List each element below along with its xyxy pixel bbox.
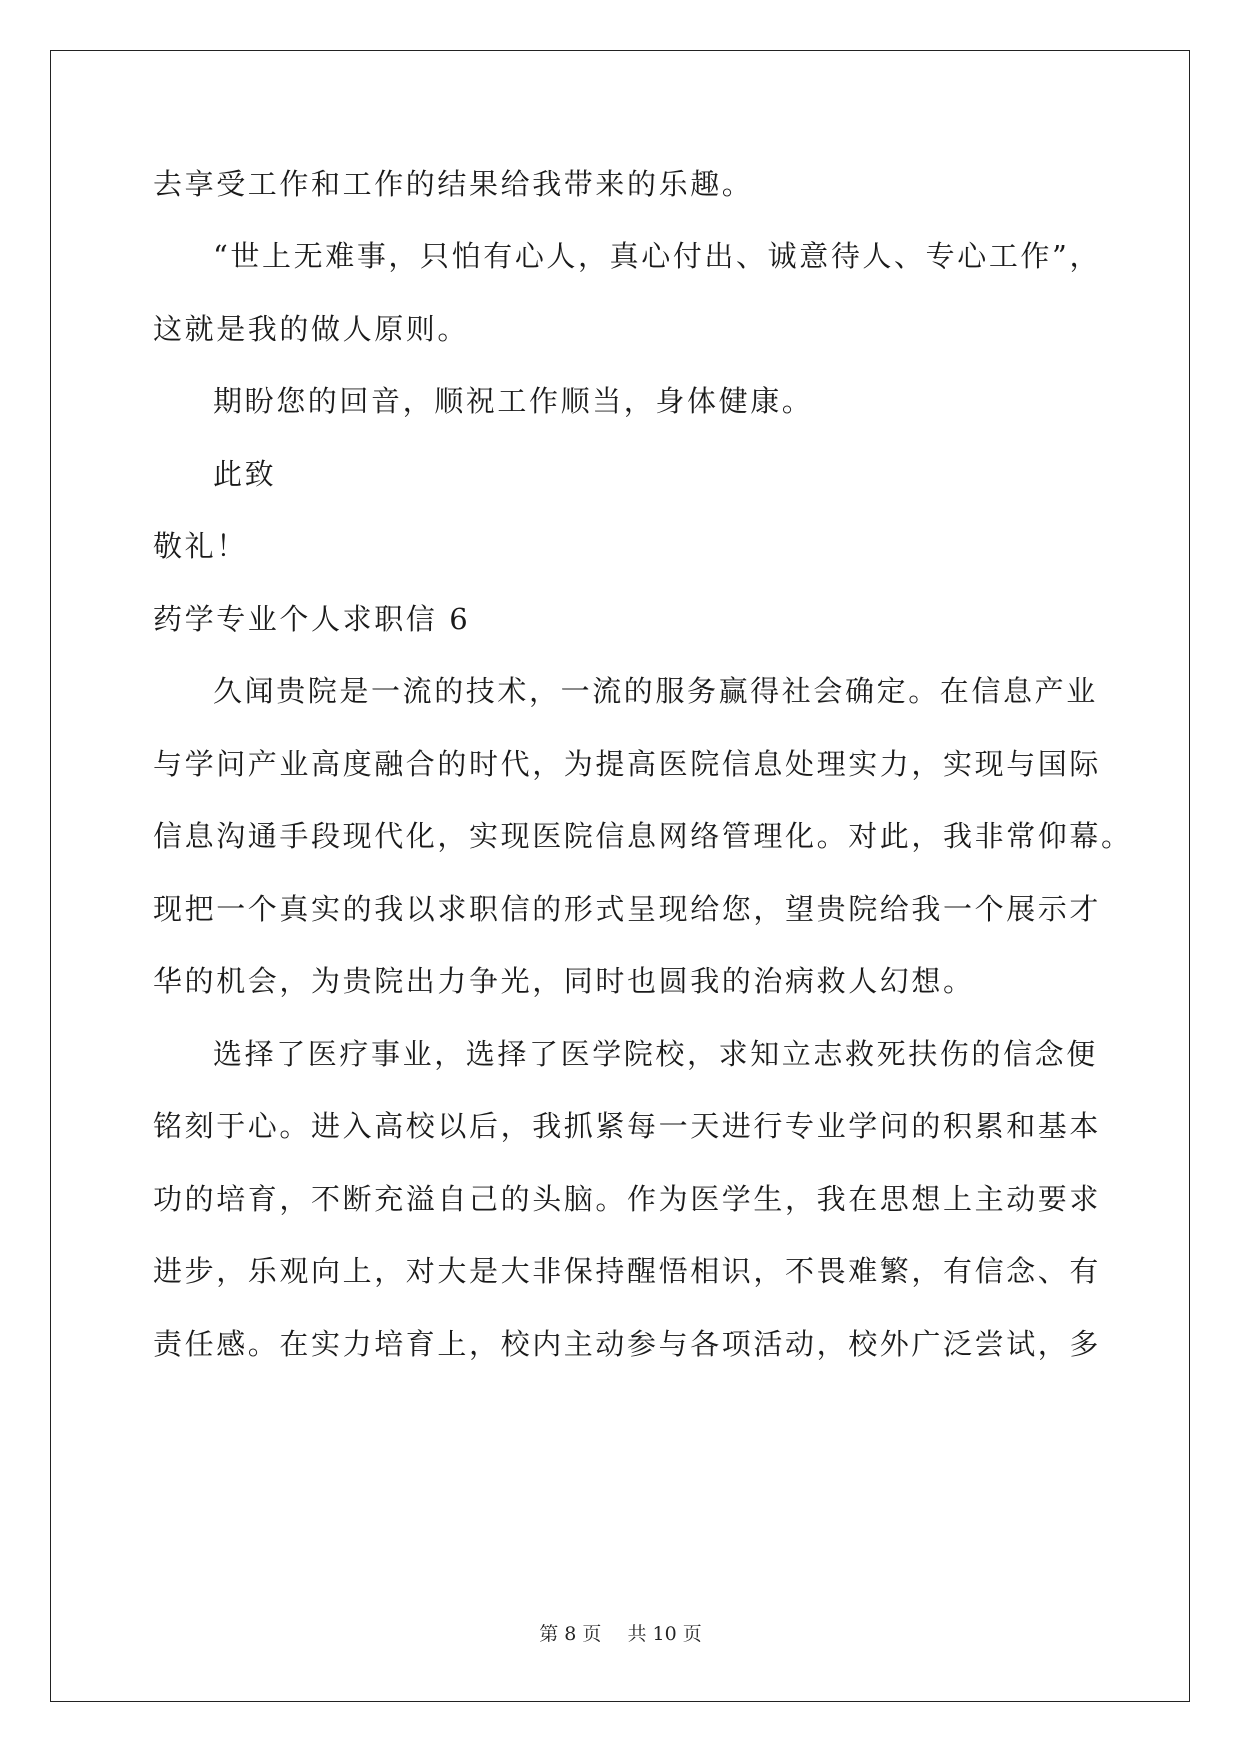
text-line: 责任感。在实力培育上，校内主动参与各项活动，校外广泛尝试，多 — [153, 1327, 1102, 1361]
section-heading: 药学专业个人求职信 6 — [153, 602, 471, 636]
text-line: 现把一个真实的我以求职信的形式呈现给您，望贵院给我一个展示才 — [153, 892, 1102, 926]
page-footer — [0, 1619, 1241, 1646]
closing-salutation: 敬礼！ — [153, 529, 248, 563]
text-line: 选择了医疗事业，选择了医学院校，求知立志救死扶伤的信念便 — [213, 1037, 1098, 1071]
text-line: 久闻贵院是一流的技术，一流的服务赢得社会确定。在信息产业 — [213, 674, 1098, 708]
text-line: 功的培育，不断充溢自己的头脑。作为医学生，我在思想上主动要求 — [153, 1182, 1102, 1216]
text-line: 这就是我的做人原则。 — [153, 312, 470, 346]
text-line: 华的机会，为贵院出力争光，同时也圆我的治病救人幻想。 — [153, 964, 975, 998]
text-line: 信息沟通手段现代化，实现医院信息网络管理化。对此，我非常仰幕。 — [153, 819, 1133, 853]
text-line: “世上无难事，只怕有心人，真心付出、诚意待人、专心工作”， — [213, 239, 1102, 273]
page-border — [50, 50, 1190, 1702]
text-line: 与学问产业高度融合的时代，为提高医院信息处理实力，实现与国际 — [153, 747, 1102, 781]
page-number: 第 8 页 — [539, 1623, 602, 1645]
page-total: 共 10 页 — [627, 1623, 702, 1645]
text-line: 进步，乐观向上，对大是大非保持醒悟相识，不畏难繁，有信念、有 — [153, 1254, 1102, 1288]
text-line: 去享受工作和工作的结果给我带来的乐趣。 — [153, 167, 754, 201]
closing-salutation: 此致 — [213, 457, 277, 491]
text-line: 铭刻于心。进入高校以后，我抓紧每一天进行专业学问的积累和基本 — [153, 1109, 1102, 1143]
text-line: 期盼您的回音，顺祝工作顺当，身体健康。 — [213, 384, 814, 418]
